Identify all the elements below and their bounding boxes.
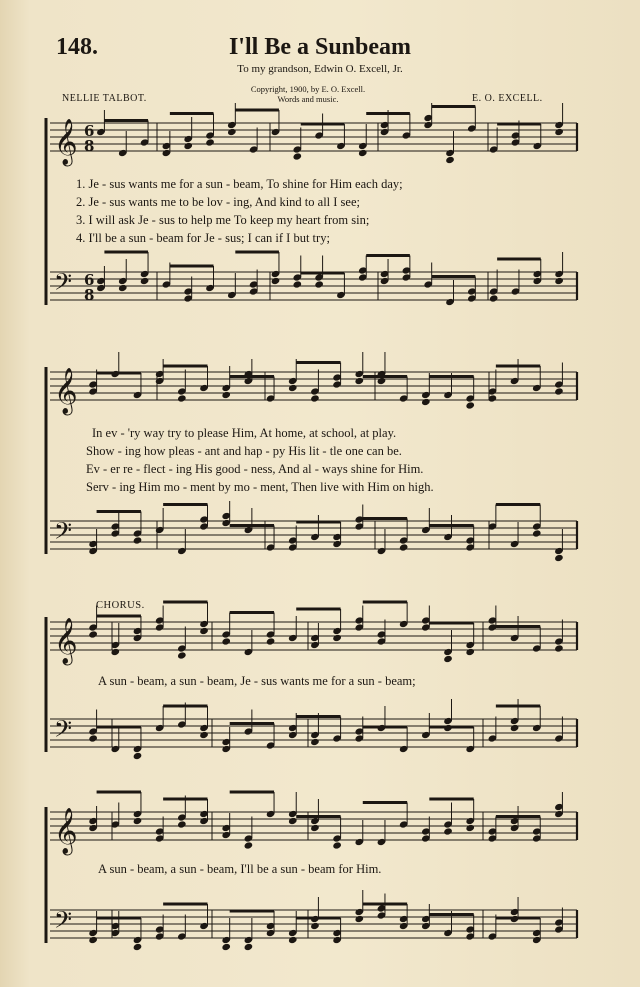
note-head [221,943,231,951]
treble-clef-icon: 𝄞 [54,618,78,664]
time-signature-top: 6 [84,122,95,140]
note-head [332,841,342,849]
note-head [88,936,98,944]
note-head [266,637,276,645]
note-head [177,651,187,659]
note-head [118,284,128,292]
words-and-music-line: Words and music. [277,94,339,104]
bass-clef-icon: 𝄢 [54,715,73,748]
note-head [244,841,254,849]
bass-clef-icon: 𝄢 [54,268,73,301]
note-head [532,529,542,537]
note-head [554,277,564,285]
note-head [288,384,298,392]
lyric-line: Show - ing how pleas - ant and hap - py His lit - tle one can be. [86,444,402,458]
note-head [354,915,364,923]
note-head [421,398,431,406]
note-head [443,655,453,663]
treble-clef-icon: 𝄞 [54,368,78,414]
note-head [292,280,302,288]
time-signature-top: 6 [84,271,95,289]
note-head [489,294,499,302]
bass-clef-icon: 𝄢 [54,517,73,550]
note-head [288,817,298,825]
note-head [443,827,453,835]
lyric-line: A sun - beam, a sun - beam, Je - sus wants me for a sun - beam; [98,674,416,688]
note-head [510,724,520,732]
note-head [221,391,231,399]
note-head [271,277,281,285]
note-head [288,936,298,944]
note-head [221,637,231,645]
lyricist: NELLIE TALBOT. [62,93,147,104]
note-head [199,627,209,635]
note-head [399,543,409,551]
composer: E. O. EXCELL. [472,93,543,104]
note-head [244,943,254,951]
lyric-line: 2. Je - sus wants me to be lov - ing, And kind to all I see; [76,195,360,209]
lyric-line: Ev - er re - flect - ing His good - ness, And al - ways shine for Him. [86,462,424,476]
lyric-line: 1. Je - sus wants me for a sun - beam, To shine for Him each day; [76,177,403,191]
note-head [310,738,320,746]
note-head [554,387,564,395]
lyric-line: In ev - 'ry way try to please Him, At home, at school, at play. [92,426,397,440]
copyright-line: Copyright, 1900, by E. O. Excell. [250,84,366,94]
lyric-line: 4. I'll be a sun - beam for Je - sus; I can if I but try; [76,231,330,245]
note-head [354,377,364,385]
note-head [133,752,143,760]
treble-clef-icon: 𝄞 [54,119,78,165]
note-head [140,277,150,285]
note-head [133,817,143,825]
note-head [199,731,209,739]
note-head [177,820,187,828]
lyric-line: A sun - beam, a sun - beam, I'll be a sun - beam for Him. [98,862,382,876]
note-head [310,394,320,402]
note-head [133,943,143,951]
note-head [314,280,324,288]
lyric-line: Serv - ing Him mo - ment by mo - ment, Then live with Him on high. [86,480,434,494]
hymn-number: 148. [56,34,98,60]
note-head [88,734,98,742]
note-head [205,138,215,146]
note-head [465,648,475,656]
note-head [554,644,564,652]
time-signature-bottom: 8 [84,137,95,155]
note-head [88,630,98,638]
lyric-line: 3. I will ask Je - sus to help me To keep my heart from sin; [76,213,370,227]
chorus-label: CHORUS. [96,600,145,611]
note-head [554,554,564,562]
note-head [310,824,320,832]
note-head [465,824,475,832]
time-signature-bottom: 8 [84,286,95,304]
note-head [310,922,320,930]
treble-clef-icon: 𝄞 [54,808,78,854]
note-head [133,536,143,544]
note-head [292,152,302,160]
note-head [358,149,368,157]
note-head [332,634,342,642]
bass-clef-icon: 𝄢 [54,906,73,939]
hymn-title: I'll Be a Sunbeam [228,34,412,60]
note-head [177,394,187,402]
note-head [183,142,193,150]
note-head [465,401,475,409]
dedication: To my grandson, Edwin O. Excell, Jr. [237,63,403,75]
note-head [445,156,455,164]
note-head [377,377,387,385]
note-head [227,128,237,136]
note-head [554,128,564,136]
